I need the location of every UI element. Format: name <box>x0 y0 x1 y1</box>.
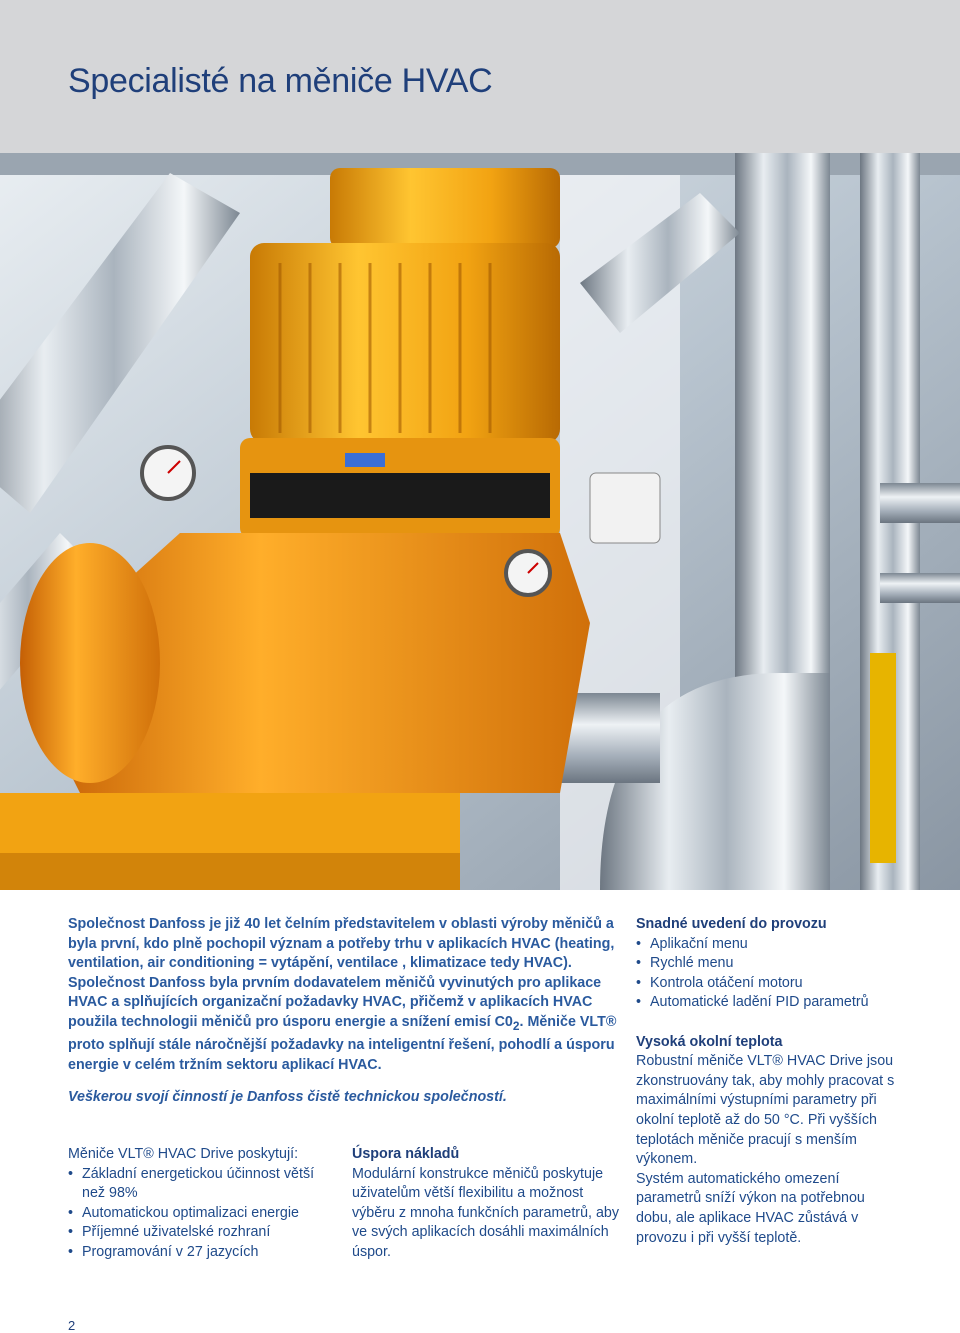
setup-list <box>636 935 896 1013</box>
list-item: • Kontrola otáčení motoru <box>636 974 896 994</box>
features-lead: Měniče VLT® HVAC Drive poskytují: <box>68 1146 299 1162</box>
right-duct <box>735 153 830 713</box>
list-item: • Základní energetickou účinnost větší než 98% <box>68 1165 338 1204</box>
page-number: 2 <box>68 1318 76 1333</box>
savings-column <box>352 1145 622 1263</box>
temperature-body-b: Systém automatického omezení parametrů sníží výkon na potřebnou dobu, ale aplikace HVAC zůstává v provozu i při vyšší teplotě. <box>636 1170 865 1246</box>
motor-top <box>330 168 560 248</box>
setup-heading: Snadné uvedení do provozu <box>636 916 827 932</box>
pump-illustration <box>0 153 960 890</box>
right-column <box>636 915 896 1248</box>
intro-paragraph <box>68 915 620 1076</box>
savings-body: Modulární konstrukce měničů poskytuje uživatelům větší flexibilitu a možnost výběru z mnoha funkčních parametrů, aby ve svých aplikacích dosáhli maximálních úspor. <box>352 1165 620 1260</box>
page-title: Specialisté na měniče HVAC <box>68 62 493 100</box>
intro-subscript: 2 <box>512 1018 520 1033</box>
list-item: • Příjemné uživatelské rozhraní <box>68 1223 338 1243</box>
header-band <box>0 0 960 153</box>
intro-text-b: . Měniče VLT® proto splňují stále náročnější požadavky na inteligentní řešení, pohodlí a úsporu energie v celém tržním sektoru aplikací HVAC. <box>68 1013 617 1074</box>
features-list <box>68 1165 338 1263</box>
temperature-body-a: Robustní měniče VLT® HVAC Drive jsou zkonstruovány tak, aby mohly pracovat s maximálními výstupními parametry při okolní teplotě až do 50 °C. Při vyšších teplotách měniče pracují s menším výkonem. <box>636 1053 895 1168</box>
list-item: • Programování v 27 jazycích <box>68 1243 338 1263</box>
features-column <box>68 1145 338 1263</box>
intro-text-a: Společnost Danfoss je již 40 let čelním představitelem v oblasti výroby měničů a byla první, kdo plně pochopil význam a potřeby trhu v aplikacích HVAC (heating, ventilation, air conditioning = vytápění, ventilace , klimatizace tedy HVAC). Společnost Danfoss byla prvním dodavatelem měničů vyvinutých pro aplikace HVAC a splňujících organizační požadavky HVAC, přičemž v aplikacích HVAC použila technologii měničů pro úsporu energie a snížení emisí C0 <box>68 916 615 1030</box>
list-item: • Automatickou optimalizaci energie <box>68 1204 338 1224</box>
temperature-heading: Vysoká okolní teplota <box>636 1033 783 1050</box>
list-item: • Automatické ladění PID parametrů <box>636 993 896 1013</box>
list-item: • Aplikační menu <box>636 935 896 955</box>
list-item: • Rychlé menu <box>636 954 896 974</box>
savings-heading: Úspora nákladů <box>352 1146 460 1162</box>
company-motto: Veškerou svojí činností je Danfoss čistě technickou společností. <box>68 1089 507 1105</box>
hero-photo <box>0 153 960 890</box>
